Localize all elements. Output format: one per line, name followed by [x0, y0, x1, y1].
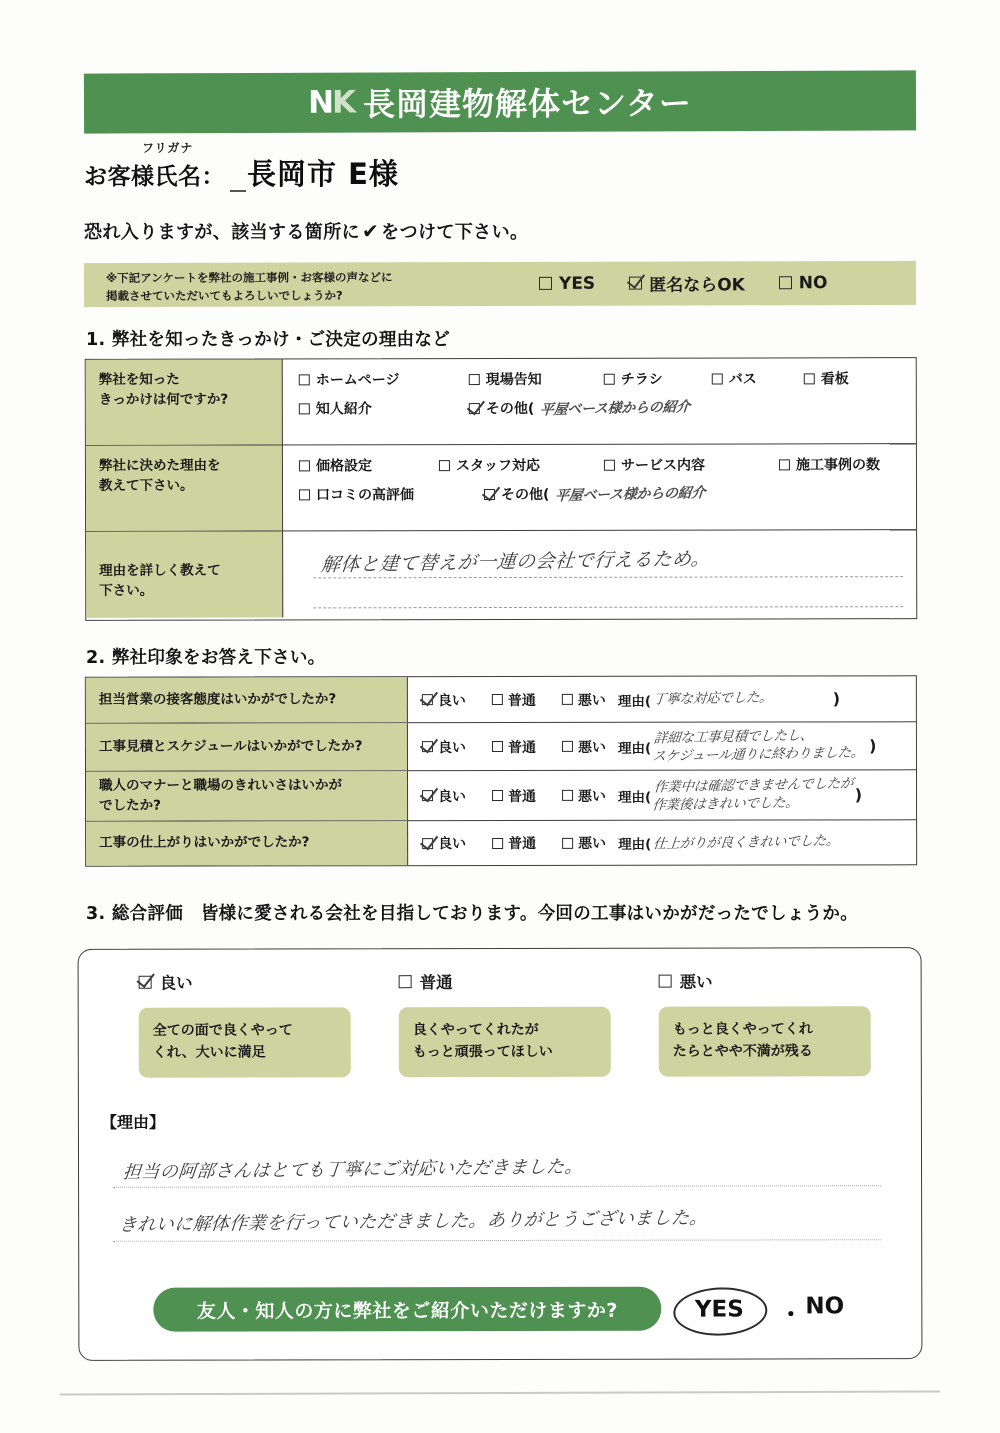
referral-answer-no[interactable]: NO	[805, 1293, 845, 1320]
row-label-why-chosen	[86, 445, 283, 530]
description-good	[139, 1007, 351, 1077]
table-row	[86, 676, 916, 723]
section3-heading: 3. 総合評価 皆様に愛される会社を目指しております。今回の工事はいかがだったでしょうか。	[86, 904, 859, 924]
rating-normal[interactable]	[492, 785, 536, 805]
rating-normal-label: 普通	[508, 835, 537, 852]
writing-line	[313, 606, 903, 608]
checkbox-icon[interactable]	[659, 974, 672, 987]
option-flyer[interactable]	[604, 369, 712, 389]
checkbox-checked-icon[interactable]	[629, 277, 642, 290]
row-label-line2: きっかけは何ですか?	[98, 391, 229, 408]
option-signboard[interactable]	[804, 368, 849, 388]
option-bus[interactable]	[712, 368, 804, 388]
overall-comment-line1: 担当の阿部さんはとても丁寧にご対応いただきました。	[121, 1156, 584, 1184]
table-row	[86, 358, 916, 446]
checkbox-icon[interactable]	[779, 459, 790, 470]
header-bar	[84, 70, 916, 133]
checkbox-checked-icon[interactable]	[422, 694, 433, 705]
question-estimate-schedule: 工事見積とスケジュールはいかがでしたか?	[86, 723, 408, 771]
rating-good[interactable]	[422, 786, 466, 806]
row-label-line1: 弊社を知った	[98, 371, 180, 388]
table-row	[86, 444, 916, 532]
customer-name-row	[84, 141, 784, 196]
row-label-how-found	[86, 359, 283, 444]
overall-comment-line2: きれいに解体作業を行っていただきました。ありがとうございました。	[118, 1207, 709, 1236]
description-bad	[659, 1006, 871, 1076]
rating-options	[422, 785, 606, 805]
description-normal-line1: 良くやってくれたが	[412, 1021, 539, 1039]
checkbox-icon[interactable]	[562, 741, 573, 752]
consent-option-no-label: NO	[798, 272, 828, 293]
checkbox-icon[interactable]	[562, 837, 573, 848]
rating-good-label: 良い	[438, 836, 467, 853]
reason-handwritten-line2: 作業後はきれいでした。	[651, 795, 800, 815]
description-good-line1: 全ての面で良くやって	[152, 1022, 293, 1039]
furigana-label: フリガナ	[142, 141, 194, 155]
option-homepage[interactable]	[299, 369, 469, 389]
description-good-line2: くれ、大いに満足	[152, 1044, 266, 1062]
customer-name-value: 長岡市 E様	[247, 157, 399, 191]
page-bottom-edge	[60, 1390, 940, 1395]
rating-bad[interactable]	[562, 833, 606, 853]
overall-rating-options	[139, 968, 879, 994]
checkbox-checked-icon[interactable]	[422, 838, 433, 849]
consent-option-yes[interactable]	[539, 273, 595, 293]
checkbox-icon[interactable]	[492, 790, 503, 801]
consent-option-anonymous[interactable]	[629, 270, 745, 295]
checkbox-icon[interactable]	[299, 403, 310, 414]
question-line1: 職人のマナーと職場のきれいさはいかが	[99, 777, 343, 794]
consent-question	[106, 269, 393, 305]
consent-question-line1: ※下記アンケートを弊社の施工事例・お客様の声などに	[105, 270, 393, 286]
checkbox-icon[interactable]	[439, 460, 450, 471]
rating-good[interactable]	[422, 690, 466, 710]
checkbox-icon[interactable]	[492, 837, 503, 848]
reason-close-paren: )	[869, 736, 877, 756]
option-other-label: その他(	[485, 400, 535, 418]
row-label-line2: 下さい。	[99, 582, 154, 599]
writing-line	[113, 1185, 881, 1188]
option-service-content[interactable]	[604, 454, 779, 474]
consent-question-line2: 掲載させていただいてもよろしいでしょうか?	[106, 288, 343, 303]
answer-estimate-schedule	[408, 722, 916, 770]
rating-bad[interactable]	[562, 785, 606, 805]
checkbox-checked-icon[interactable]	[484, 489, 495, 500]
reason-close-paren: )	[854, 785, 863, 805]
question-craftsman-manner	[86, 771, 408, 821]
option-site-notice-label: 現場告知	[485, 371, 542, 389]
consent-option-yes-label: YES	[558, 273, 596, 294]
checkbox-icon[interactable]	[712, 373, 723, 384]
option-acquaintance-label: 知人紹介	[315, 401, 372, 418]
instruction-text	[84, 218, 528, 244]
checkbox-checked-icon[interactable]	[469, 403, 480, 414]
row-options-how-found	[283, 358, 916, 444]
table-row	[86, 820, 916, 865]
overall-reason-heading: 【理由】	[100, 1112, 165, 1132]
consent-option-no[interactable]	[779, 273, 828, 293]
row-options-why-chosen	[283, 444, 916, 530]
question-finish-quality: 工事の仕上がりはいかがでしたか?	[86, 821, 408, 866]
option-line-1	[299, 454, 916, 475]
customer-name-label: お客様氏名：	[84, 164, 225, 190]
overall-rating-normal[interactable]	[399, 969, 659, 994]
checkbox-icon[interactable]	[604, 459, 615, 470]
option-case-count[interactable]	[779, 454, 880, 474]
rating-good-label: 良い	[437, 692, 466, 709]
company-title: 長岡建物解体センター	[363, 84, 692, 124]
reason-close-paren: )	[832, 689, 841, 709]
rating-normal[interactable]	[492, 833, 536, 853]
option-other-handwritten: 平屋ベース様からの紹介	[539, 399, 691, 419]
option-other-label: その他(	[500, 486, 550, 503]
checkbox-icon[interactable]	[804, 373, 815, 384]
option-bus-label: バス	[728, 371, 757, 388]
option-staff-response-label: スタッフ対応	[455, 457, 540, 475]
section2-table	[85, 675, 917, 866]
checkbox-icon[interactable]	[299, 489, 310, 500]
writing-line	[313, 576, 903, 578]
reason-writing-area[interactable]	[299, 540, 916, 609]
reason-wrap[interactable]	[618, 689, 916, 710]
option-acquaintance[interactable]	[299, 398, 469, 418]
section1-heading: 1. 弊社を知ったきっかけ・ご決定の理由など	[86, 330, 451, 350]
option-other[interactable]	[484, 484, 705, 504]
reason-handwritten-line1: 作業中は確認できませんでしたが	[653, 775, 855, 796]
reason-wrap[interactable]	[618, 832, 916, 853]
rating-bad-label: 悪い	[578, 788, 607, 805]
rating-normal-label: 普通	[508, 788, 537, 805]
rating-normal[interactable]	[492, 689, 536, 709]
reason-handwritten-line1: 詳細な工事見積でしたし、	[653, 727, 815, 747]
section3-box	[78, 947, 923, 1361]
option-reviews-label: 口コミの高評価	[315, 487, 415, 504]
row-label-line2: 教えて下さい。	[98, 477, 194, 494]
reason-label: 理由(	[617, 740, 652, 757]
description-bad-line1: もっと良くやってくれ	[672, 1021, 813, 1038]
overall-rating-good[interactable]	[139, 969, 399, 994]
rating-bad-label: 悪い	[577, 692, 606, 709]
option-case-count-label: 施工事例の数	[795, 457, 880, 474]
reason-handwritten-line2: スケジュール通りに終わりました。	[651, 745, 866, 766]
option-line-2	[299, 397, 916, 418]
rating-bad[interactable]	[562, 689, 606, 709]
reason-handwritten	[652, 726, 867, 767]
checkbox-checked-icon[interactable]	[422, 741, 433, 752]
question-sales-attitude: 担当営業の接客態度はいかがでしたか?	[86, 677, 408, 723]
option-pricing-label: 価格設定	[315, 458, 372, 475]
reason-label: 理由(	[618, 836, 652, 853]
rating-normal[interactable]	[492, 736, 536, 756]
checkbox-icon[interactable]	[399, 975, 412, 988]
option-other-handwritten: 平屋ベース様からの紹介	[554, 485, 706, 505]
rating-good[interactable]	[422, 833, 466, 853]
reason-wrap[interactable]	[618, 728, 916, 765]
reason-wrap[interactable]	[618, 777, 916, 814]
consent-option-anonymous-label: 匿名ならOK	[649, 275, 745, 296]
rating-bad[interactable]	[562, 736, 606, 756]
answer-craftsman-manner	[408, 770, 916, 820]
section2-heading: 2. 弊社印象をお答え下さい。	[86, 648, 326, 668]
option-other[interactable]	[469, 398, 690, 418]
rating-bad-label: 悪い	[578, 835, 607, 852]
option-staff-response[interactable]	[439, 455, 604, 475]
answer-finish-quality	[408, 820, 916, 865]
consent-band	[84, 261, 916, 307]
overall-rating-descriptions	[139, 1006, 879, 1078]
overall-rating-good-label: 良い	[159, 973, 193, 993]
option-homepage-label: ホームページ	[315, 372, 400, 389]
option-flyer-label: チラシ	[620, 371, 663, 388]
option-pricing[interactable]	[299, 455, 439, 475]
checkbox-icon[interactable]	[492, 694, 503, 705]
detailed-reason-handwritten: 解体と建て替えが一連の会社で行えるため。	[320, 547, 712, 577]
checkbox-icon[interactable]	[604, 373, 615, 384]
referral-separator: ・	[779, 1302, 803, 1329]
section1-table	[85, 357, 918, 621]
table-row	[86, 722, 916, 771]
description-normal	[399, 1007, 611, 1077]
rating-good-label: 良い	[437, 739, 466, 756]
row-label-detailed-reason	[86, 531, 283, 617]
nk-logo-icon: NK	[308, 84, 355, 121]
option-line-1	[299, 368, 916, 389]
overall-rating-bad-label: 悪い	[679, 972, 713, 992]
option-service-content-label: サービス内容	[620, 457, 705, 474]
overall-rating-bad[interactable]	[659, 969, 713, 993]
name-underline	[230, 190, 246, 192]
option-signboard-label: 看板	[820, 371, 849, 388]
consent-options	[539, 270, 899, 296]
checkbox-icon[interactable]	[469, 374, 480, 385]
rating-options	[422, 689, 606, 709]
checkbox-icon[interactable]	[539, 277, 552, 290]
reason-label: 理由(	[617, 693, 652, 710]
option-site-notice[interactable]	[469, 369, 604, 389]
rating-normal-label: 普通	[507, 692, 536, 709]
referral-question-pill: 友人・知人の方に弊社をご紹介いただけますか?	[153, 1287, 661, 1332]
reason-handwritten: 丁寧な対応でした。	[652, 689, 774, 709]
reason-handwritten	[652, 775, 855, 815]
row-label-line1: 弊社に決めた理由を	[98, 457, 221, 474]
rating-options	[422, 736, 606, 756]
rating-good-label: 良い	[438, 788, 467, 805]
detailed-reason-field[interactable]	[283, 530, 916, 617]
checkbox-checked-icon[interactable]	[422, 790, 433, 801]
rating-bad-label: 悪い	[577, 739, 606, 756]
overall-rating-normal-label: 普通	[419, 973, 453, 993]
checkbox-icon[interactable]	[562, 790, 573, 801]
description-bad-line2: たらとやや不満が残る	[672, 1043, 813, 1061]
table-row	[86, 770, 916, 821]
answer-sales-attitude	[408, 676, 916, 722]
option-reviews[interactable]	[299, 484, 484, 504]
rating-options	[422, 833, 606, 853]
checkbox-icon[interactable]	[779, 276, 792, 289]
checkbox-checked-icon[interactable]	[139, 975, 152, 988]
check-glyph-icon: ✔	[362, 219, 380, 243]
referral-answer-yes[interactable]: YES	[673, 1288, 765, 1330]
option-line-2	[299, 483, 916, 504]
rating-normal-label: 普通	[507, 739, 536, 756]
table-row	[86, 530, 916, 618]
description-normal-line2: もっと頑張ってほしい	[412, 1044, 553, 1061]
rating-good[interactable]	[422, 737, 466, 757]
instruction-before: 恐れ入りますが、該当する箇所に	[84, 222, 360, 243]
checkbox-icon[interactable]	[299, 374, 310, 385]
question-line2: でしたか?	[99, 797, 161, 814]
reason-handwritten: 仕上がりが良くきれいでした。	[652, 832, 841, 853]
writing-line	[113, 1239, 881, 1242]
instruction-after: をつけて下さい。	[381, 222, 529, 243]
row-label-line1: 理由を詳しく教えて	[99, 562, 221, 579]
checkbox-icon[interactable]	[562, 694, 573, 705]
reason-label: 理由(	[618, 789, 652, 806]
checkbox-icon[interactable]	[492, 741, 503, 752]
checkbox-icon[interactable]	[299, 460, 310, 471]
